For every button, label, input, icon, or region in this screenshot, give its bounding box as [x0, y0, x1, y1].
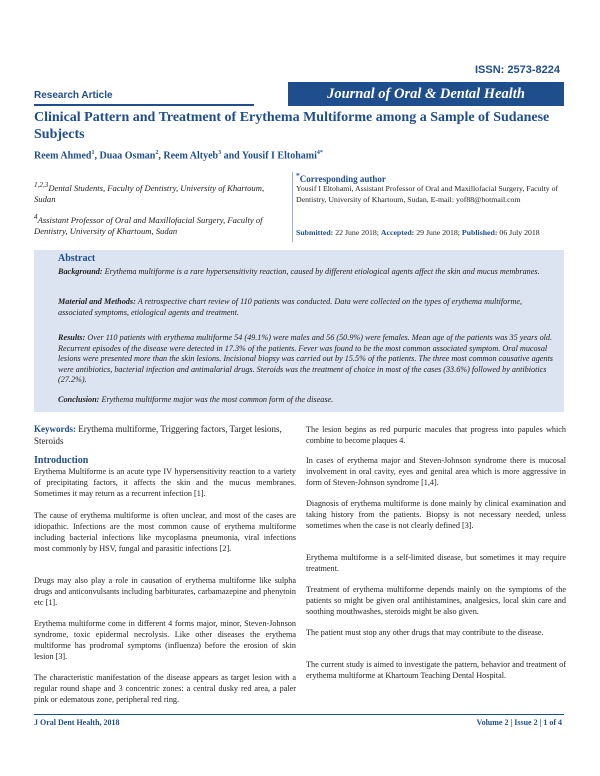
- keywords-label: Keywords:: [34, 424, 76, 434]
- author-name: Reem Altyeb: [163, 150, 219, 162]
- author-sup: 1: [91, 150, 95, 156]
- author-name: Yousif I Eltohami: [241, 150, 317, 162]
- paragraph: Erythema multiforme is a self-limited disease, but sometimes it may require treatment.: [306, 553, 566, 573]
- paragraph: Erythema multiforme come in different 4 forms major, minor, Steven-Johnson syndrome, toxic epidermal necrolysis. Like other diseases the erythema multiforme has prodromal symptoms (influenza) before the erosion of skin lesion [3].: [34, 619, 296, 661]
- author-name: Duaa Osman: [99, 150, 156, 162]
- paragraph: Diagnosis of erythema multiforme is done mainly by clinical examination and taking history from the patients. Biopsy is not necessary needed, unless sometimes when the case is not clearly defined [3].: [306, 499, 566, 530]
- affiliation-students: [34, 180, 284, 205]
- keywords-text: Erythema multiforme, Triggering factors, Target lesions, Steroids: [34, 424, 282, 446]
- paragraph: Drugs may also play a role in causation of erythema multiforme like sulpha drugs and anticonvulsants including barbiturates, carbamazepine and phenytoin etc [1].: [34, 576, 296, 607]
- affiliation-sup: 4: [34, 213, 38, 221]
- header-divider: [34, 104, 254, 106]
- footer-journal-citation: J Oral Dent Health, 2018: [34, 718, 120, 727]
- affiliation-text: Dental Students, Faculty of Dentistry, University of Khartoum, Sudan: [34, 182, 265, 204]
- abstract-conclusion: Conclusion: Erythema multiforme major was the most common form of the disease.: [58, 395, 334, 404]
- accepted-date: 29 June 2018;: [416, 228, 460, 237]
- affiliation-text: Assistant Professor of Oral and Maxillofacial Surgery, Faculty of Dentistry, University of Khartoum, Sudan: [34, 214, 263, 236]
- abstract-background: Background: Erythema multiforme is a rare hypersensitivity reaction, caused by different etiological agents affect the skin and mucus membranes.: [58, 267, 540, 276]
- paragraph: In cases of erythema major and Steven-Johnson syndrome there is mucosal involvement in oral cavity, eyes and genital area which is more aggressive in form of Steven-Johnson syndrome [1,4].: [306, 456, 566, 487]
- article-type-label: Research Article: [34, 90, 113, 101]
- author-sup: 4*: [316, 150, 323, 156]
- footer-page-info: Volume 2 | Issue 2 | 1 of 4: [476, 718, 562, 727]
- author-list: Reem Ahmed$^1$, Duaa Osman$^2$, Reem Altyeb$^3$ and Yousif I Eltohami$^{4*}$: [34, 150, 323, 162]
- journal-name-banner: Journal of Oral & Dental Health: [288, 82, 564, 106]
- column-divider: [292, 172, 293, 242]
- author-sup: 3: [218, 150, 222, 156]
- published-label: Published:: [461, 228, 498, 237]
- paragraph: The current study is aimed to investigate the pattern, behavior and treatment of erythema multiforme at Khartoum Teaching Dental Hospital.: [306, 660, 566, 680]
- abstract-results: Results: Over 110 patients with erythema multiforme 54 (49.1%) were males and 56 (50.9%) were females. Mean age of the patients was 35 years old. Recurrent episodes of the disease were detected in 17.3% of the patients. Fever was found to be the most common associated symptom. Oral mucosal lesions were presented more than the skin lesions. Incisional biopsy was carried out by 15.5% of the patients. The three most common causative agents were antibiotics, bacterial infection and antimalarial drugs. Steroids was the treatment of choice in most of the cases (33.6%) followed by antibiotics (27.2%).: [58, 333, 553, 384]
- submitted-date: 22 June 2018;: [335, 228, 379, 237]
- corresponding-author-heading: *Corresponding author: [296, 171, 386, 184]
- accepted-label: Accepted:: [380, 228, 415, 237]
- paragraph: Treatment of erythema multiforme depends mainly on the symptoms of the patients so might be given oral antihistamines, analgesics, local skin care and soothing mouthwashes, steroids might be also given.: [306, 585, 566, 616]
- keywords: [34, 424, 296, 447]
- abstract-heading: Abstract: [58, 253, 96, 264]
- abstract-methods: Material and Methods: A retrospective chart review of 110 patients was conducted. Data were collected on the types of erythema multiforme, associated symptoms, etiological agents and treatment.: [58, 297, 523, 317]
- paragraph: The characteristic manifestation of the disease appears as target lesion with a regular round shape and 3 concentric zones: a central dusky red area, a paler pink or edematous zone, peripheral red ring.: [34, 673, 296, 704]
- submitted-label: Submitted:: [296, 228, 334, 237]
- publication-dates: [296, 228, 540, 237]
- article-title: Clinical Pattern and Treatment of Erythema Multiforme among a Sample of Sudanese Subjects: [34, 110, 550, 142]
- paragraph: The cause of erythema multiforme is often unclear, and most of the cases are idiopathic. Infections are the most common cause of erythema multiforme including bacterial infections like mycoplasma pneumonia, viral infections most commonly by HSV, fungal and parasitic infections [2].: [34, 511, 296, 553]
- author-name: Reem Ahmed: [34, 150, 92, 162]
- published-date: 06 July 2018: [499, 228, 540, 237]
- affiliation-sup: 1,2,3: [34, 181, 49, 189]
- corresponding-author-details: Yousif I Eltohami, Assistant Professor of Oral and Maxillofacial Surgery, Faculty of Dentistry, University of Khartoum, Sudan, E-mail: yof88@hotmail.com: [296, 184, 559, 204]
- author-sup: 2: [155, 150, 159, 156]
- affiliation-professor: [34, 212, 284, 237]
- paragraph: Erythema Multiforme is an acute type IV hypersensitivity reaction to a variety of precipitating factors, it affects the skin and the mucus membranes. Sometimes it may return as a recurrent infection [1].: [34, 467, 296, 498]
- footer-divider: [34, 714, 564, 715]
- introduction-heading: Introduction: [34, 455, 89, 466]
- paragraph: The lesion begins as red purpuric macules that progress into papules which combine to become plaques 4.: [306, 425, 566, 445]
- issn-number: ISSN: 2573-8224: [475, 64, 560, 76]
- paragraph: The patient must stop any other drugs that may contribute to the disease.: [306, 628, 544, 637]
